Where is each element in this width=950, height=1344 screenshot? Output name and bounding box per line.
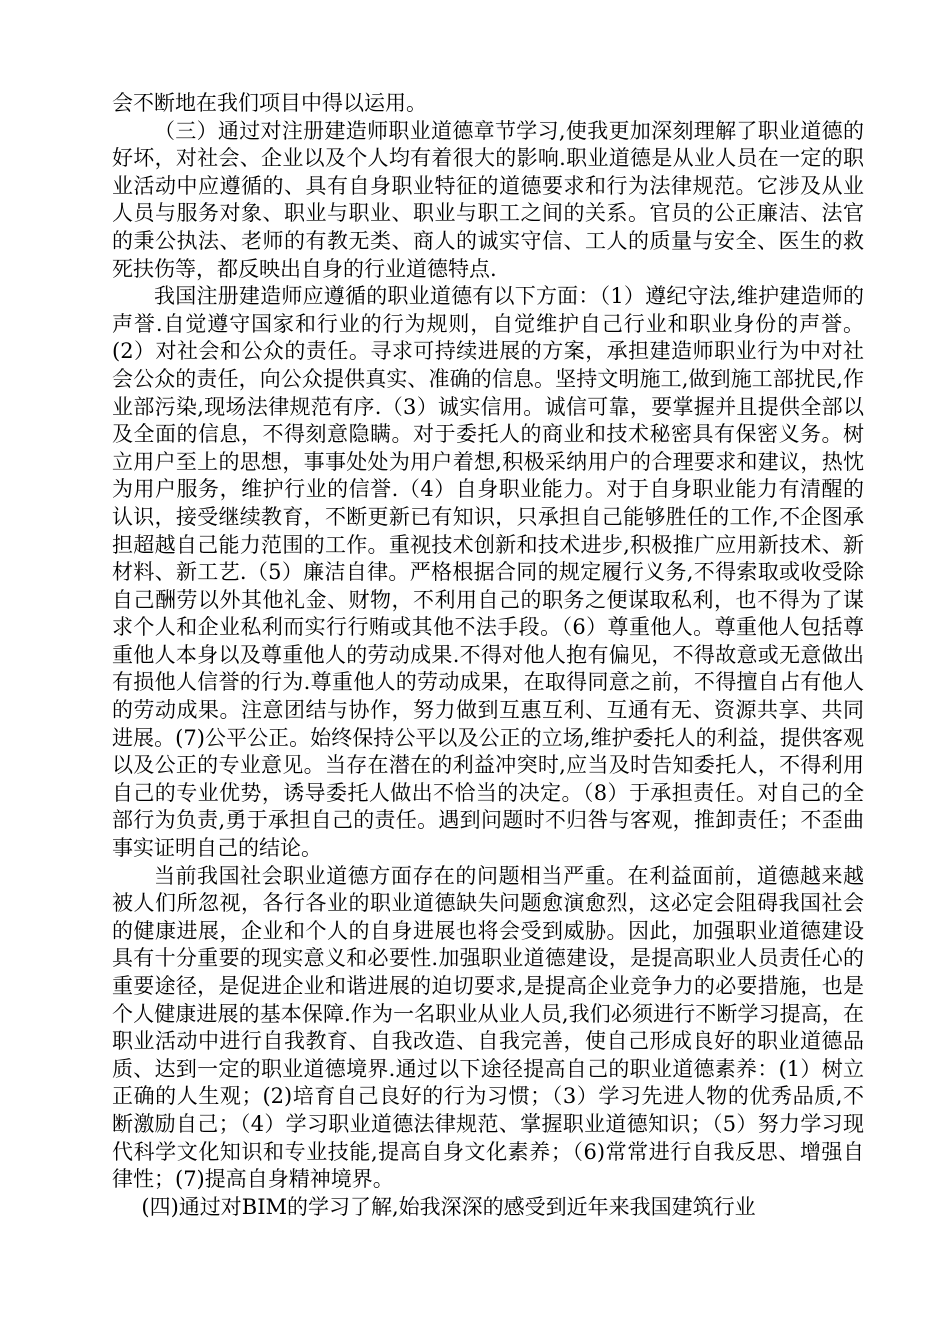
paragraph-section-three: （三）通过对注册建造师职业道德章节学习,使我更加深刻理解了职业道德的好坏，对社会、企业以及个人均有着很大的影响.职业道德是从业人员在一定的职业活动中应遵循的、具有自身职业特征的道德要求和行为法律规范。它涉及从业人员与服务对象、职业与职业、职业与职工之间的关系。官员的公正廉洁、法官的秉公执法、老师的有教无类、商人的诚实守信、工人的质量与安全、医生的救死扶伤等，都反映出自身的行业道德特点.	[112, 118, 864, 281]
paragraph-ethics-list: 我国注册建造师应遵循的职业道德有以下方面：（1）遵纪守法,维护建造师的声誉.自觉遵守国家和行业的行为规则，自觉维护自己行业和职业身份的声誉。(2）对社会和公众的责任。寻求可持续进展的方案，承担建造师职业行为中对社会公众的责任，向公众提供真实、准确的信息。坚持文明施工,做到施工部扰民,作业部污染,现场法律规范有序.（3）诚实信用。诚信可靠，要掌握并且提供全部以及全面的信息，不得刻意隐瞒。对于委托人的商业和技术秘密具有保密义务。树立用户至上的思想，事事处处为用户着想,积极采纳用户的合理要求和建议，热忱为用户服务，维护行业的信誉.（4）自身职业能力。对于自身职业能力有清醒的认识，接受继续教育，不断更新已有知识，只承担自己能够胜任的工作,不企图承担超越自己能力范围的工作。重视技术创新和技术进步,积极推广应用新技术、新材料、新工艺.（5）廉洁自律。严格根据合同的规定履行义务,不得索取或收受除自己酬劳以外其他礼金、财物，不利用自己的职务之便谋取私利，也不得为了谋求个人和企业私利而实行行贿或其他不法手段。（6）尊重他人。尊重他人包括尊重他人本身以及尊重他人的劳动成果.不得对他人抱有偏见，不得故意或无意做出有损他人信誉的行为.尊重他人的劳动成果，在取得同意之前，不得擅自占有他人的劳动成果。注意团结与协作，努力做到互惠互利、互通有无、资源共享、共同进展。(7)公平公正。始终保持公平以及公正的立场,维护委托人的利益，提供客观以及公正的专业意见。当存在潜在的利益冲突时,应当及时告知委托人，不得利用自己的专业优势，诱导委托人做出不恰当的决定。（8）于承担责任。对自己的全部行为负责,勇于承担自己的责任。遇到问题时不归咎与客观，推卸责任；不歪曲事实证明自己的结论。	[112, 284, 864, 861]
paragraph-section-four: (四)通过对BIM的学习了解,始我深深的感受到近年来我国建筑行业	[141, 1194, 756, 1219]
paragraph-continuation: 会不断地在我们项目中得以运用。	[112, 91, 427, 115]
paragraph-ethics-problems: 当前我国社会职业道德方面存在的问题相当严重。在利益面前，道德越来越被人们所忽视，各行各业的职业道德缺失问题愈演愈烈，这必定会阻碍我国社会的健康进展，企业和个人的自身进展也将会受到威胁。因此，加强职业道德建设具有十分重要的现实意义和必要性.加强职业道德建设，是提高职业人员责任心的重要途径，是促进企业和谐进展的迫切要求,是提高企业竞争力的必要措施，也是个人健康进展的基本保障.作为一名职业从业人员,我们必须进行不断学习提高，在职业活动中进行自我教育、自我改造、自我完善，使自己形成良好的职业道德品质、达到一定的职业道德境界.通过以下途径提高自己的职业道德素养：(1）树立正确的人生观；(2)培育自己良好的行为习惯；（3）学习先进人物的优秀品质,不断激励自己；（4）学习职业道德法律规范、掌握职业道德知识；（5）努力学习现代科学文化知识和专业技能,提高自身文化素养；（6)常常进行自我反思、增强自律性；(7)提高自身精神境界。	[112, 863, 864, 1192]
document-body	[112, 90, 864, 1221]
